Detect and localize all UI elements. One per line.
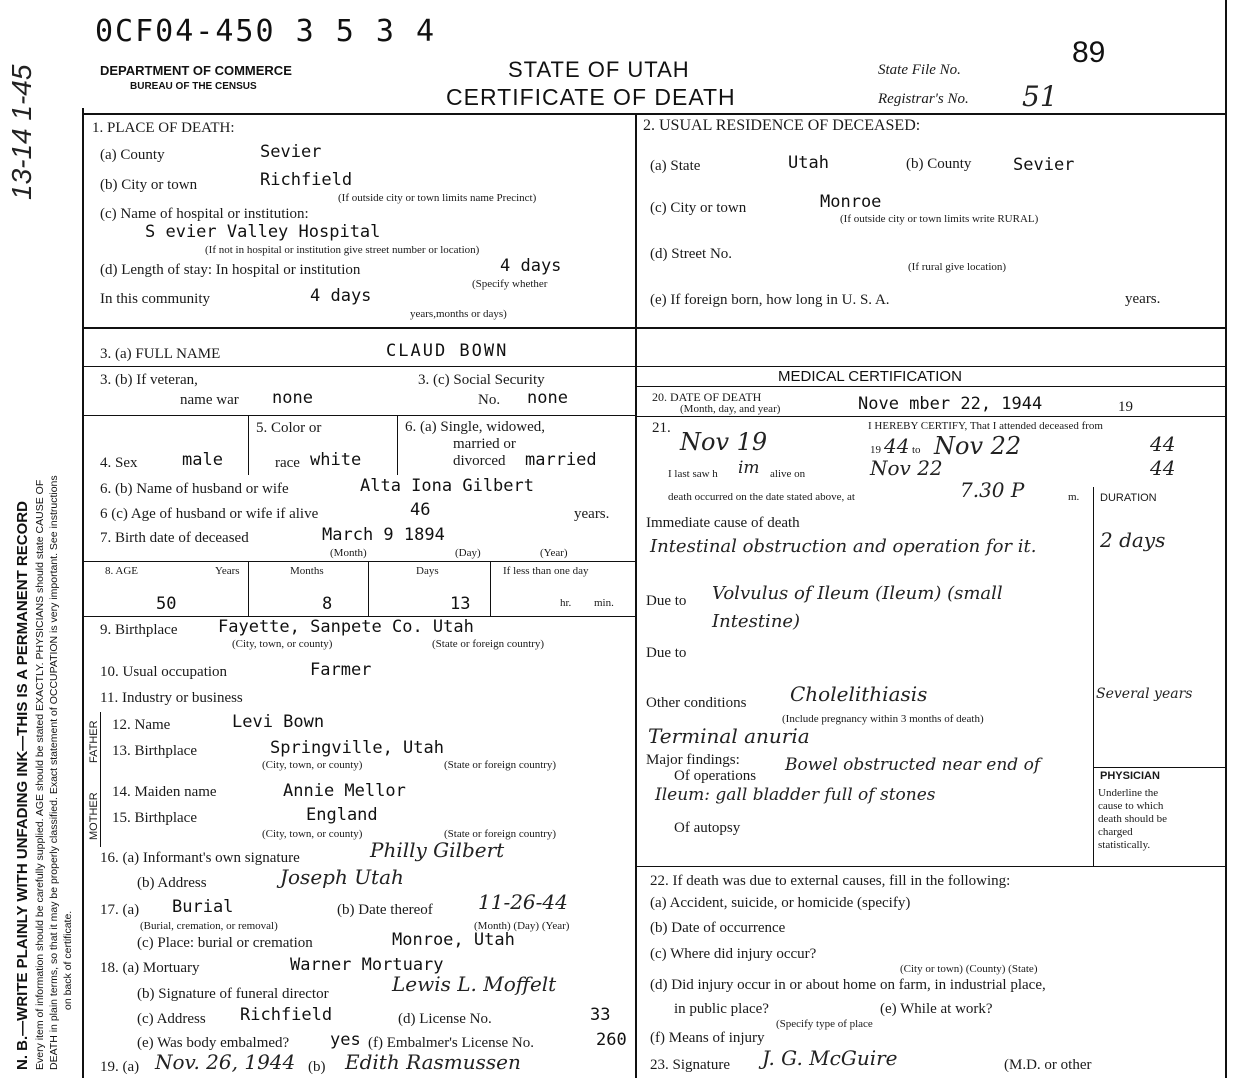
mother-bp-note-1: (City, town, or county)	[262, 828, 363, 840]
birth-year: (Year)	[540, 547, 568, 559]
age-years-col: Years	[215, 565, 240, 577]
spouse-age-value: 46	[410, 500, 431, 520]
rule-sex-left	[248, 415, 249, 475]
rule-duration	[1093, 487, 1094, 867]
other-note: (Include pregnancy within 3 months of death)	[782, 713, 984, 725]
last-saw-yr: 44	[1150, 456, 1176, 480]
rule-external	[636, 866, 1226, 867]
mortuary-label: 18. (a) Mortuary	[100, 960, 200, 976]
city-note: (If outside city or town limits name Precinct)	[338, 192, 537, 204]
father-name-value: Levi Bown	[232, 712, 325, 732]
age-less-col: If less than one day	[503, 565, 589, 577]
other-duration: Several years	[1096, 686, 1193, 702]
mother-name-value: Annie Mellor	[283, 781, 406, 801]
res-city-note: (If outside city or town limits write RURAL)	[840, 213, 1039, 225]
age-hr: hr.	[560, 597, 572, 609]
external-e: (e) While at work?	[880, 1001, 993, 1017]
embalmer-value: 260	[596, 1030, 627, 1050]
occupation-value: Farmer	[310, 660, 372, 680]
death-time: 7.30 P	[960, 478, 1025, 502]
rule-age-c1	[248, 561, 249, 616]
col-divider	[635, 113, 637, 1078]
mother-side-label: MOTHER	[88, 792, 100, 840]
ss-value: none	[527, 388, 568, 408]
death-date-note: (Month, day, and year)	[680, 403, 781, 415]
registrar-no: 51	[1022, 80, 1058, 113]
street-label: (d) Street No.	[650, 246, 733, 262]
hospital-label: (c) Name of hospital or institution:	[100, 206, 309, 222]
community-value: 4 days	[310, 286, 372, 306]
last-saw-label: I last saw h	[668, 468, 718, 480]
attended-19a: 19	[870, 444, 881, 456]
rule-date	[636, 416, 1226, 417]
units-note: years,months or days)	[410, 308, 507, 320]
burial-note: (Burial, cremation, or removal)	[140, 920, 278, 932]
father-bp-label: 13. Birthplace	[112, 743, 197, 759]
mother-bp-note-2: (State or foreign country)	[444, 828, 557, 840]
top-numbers: 0CF04-450 3 5 3 4	[95, 14, 437, 49]
filed-label: 19. (a)	[100, 1059, 140, 1075]
death-date-19: 19	[1118, 399, 1133, 415]
external-d: (d) Did injury occur in or about home on farm, in industrial place,	[650, 977, 1046, 993]
immediate-label: Immediate cause of death	[646, 515, 800, 531]
marital-value: married	[525, 450, 597, 470]
rule-father-box	[100, 712, 101, 847]
due2-label: Due to	[646, 645, 687, 661]
marital-label-2: married or	[453, 436, 516, 452]
marital-label-1: 6. (a) Single, widowed,	[405, 419, 545, 435]
birth-month: (Month)	[330, 547, 367, 559]
license-label: (d) License No.	[398, 1011, 492, 1027]
bureau-label: BUREAU OF THE CENSUS	[130, 81, 257, 92]
foreign-years: years.	[1125, 291, 1161, 307]
res-county-label: (b) County	[906, 156, 972, 172]
physician-signature: J. G. McGuire	[762, 1046, 898, 1070]
war-value: none	[272, 388, 313, 408]
burial-value: Burial	[172, 897, 234, 917]
birthplace-label: 9. Birthplace	[100, 622, 178, 638]
immediate-cause: Intestinal obstruction and operation for it.	[650, 536, 1037, 557]
registrar-label: Registrar's No.	[878, 91, 969, 107]
father-name-label: 12. Name	[112, 717, 171, 733]
attended-yr-a: 44	[884, 434, 910, 458]
informant-signature: Philly Gilbert	[370, 838, 505, 862]
birthplace-note-2: (State or foreign country)	[432, 638, 545, 650]
rule-sex-right	[397, 415, 398, 475]
fullname-label: 3. (a) FULL NAME	[100, 346, 221, 362]
operations-label: Of operations	[674, 768, 757, 784]
medical-heading: MEDICAL CERTIFICATION	[778, 368, 962, 385]
age-years-value: 50	[156, 594, 177, 614]
birth-label: 7. Birth date of deceased	[100, 530, 249, 546]
rule-vet	[82, 415, 636, 416]
burial-place: Monroe, Utah	[392, 930, 515, 950]
attended-to-date: Nov 22	[934, 432, 1022, 460]
embalmed-value: yes	[330, 1030, 361, 1050]
fullname-value: CLAUD BOWN	[386, 341, 509, 361]
margin-note-3: on back of certificate.	[62, 910, 74, 1010]
external-d-note: (Specify type of place	[776, 1018, 873, 1030]
veteran-label: 3. (b) If veteran,	[100, 372, 198, 388]
occupation-label: 10. Usual occupation	[100, 664, 228, 680]
rule-age-c3	[490, 561, 491, 616]
spouse-age-label: 6 (c) Age of husband or wife if alive	[100, 506, 319, 522]
frame-left	[82, 108, 84, 1078]
embalmer-label: (f) Embalmer's License No.	[368, 1035, 534, 1051]
mother-bp-label: 15. Birthplace	[112, 810, 197, 826]
margin-note-2: DEATH in plain terms, so that it may be properly classified. Exact statement of OCCUPATION is very important. See instructions	[48, 475, 60, 1070]
war-label: name war	[180, 392, 239, 408]
attended-to: to	[912, 444, 921, 456]
father-bp-value: Springville, Utah	[270, 738, 444, 758]
sex-label: 4. Sex	[100, 455, 138, 471]
age-label: 8. AGE	[105, 565, 138, 577]
birthplace-note-1: (City, town, or county)	[232, 638, 333, 650]
external-b: (b) Date of occurrence	[650, 920, 786, 936]
other-conditions-2: Terminal anuria	[648, 724, 810, 748]
physician-heading: PHYSICIAN	[1100, 770, 1160, 782]
foreign-label: (e) If foreign born, how long in U. S. A.	[650, 292, 890, 308]
res-city-label: (c) City or town	[650, 200, 747, 216]
father-side-label: FATHER	[88, 720, 100, 763]
attended-from: Nov 19	[680, 428, 768, 456]
spouse-value: Alta Iona Gilbert	[360, 476, 534, 496]
due1-label: Due to	[646, 593, 687, 609]
father-bp-note-1: (City, town, or county)	[262, 759, 363, 771]
death-date-value: Nove mber 22, 1944	[858, 394, 1043, 414]
res-city-value: Monroe	[820, 192, 882, 212]
external-c: (c) Where did injury occur?	[650, 946, 817, 962]
res-state-label: (a) State	[650, 158, 701, 174]
filed-b-label: (b)	[308, 1059, 326, 1075]
external-f: (f) Means of injury	[650, 1030, 765, 1046]
rule-medical2	[636, 386, 1226, 387]
age-min: min.	[594, 597, 614, 609]
race-value: white	[310, 450, 362, 470]
filed-registrar: Edith Rasmussen	[345, 1050, 521, 1074]
state-title: STATE OF UTAH	[508, 57, 690, 82]
alive-on-label: alive on	[770, 468, 806, 480]
external-heading: 22. If death was due to external causes, fill in the following:	[650, 873, 1011, 889]
color-label: 5. Color or	[256, 420, 322, 436]
external-d2: in public place?	[674, 1001, 769, 1017]
director-signature: Lewis L. Moffelt	[392, 972, 557, 996]
marital-label-3: divorced	[453, 453, 506, 469]
frame-right	[1225, 0, 1227, 1078]
page-title: CERTIFICATE OF DEATH	[446, 84, 736, 110]
state-file-no: 89	[1072, 36, 1106, 69]
physician-note: Underline the cause to which death should be charged statistically.	[1098, 787, 1168, 851]
specify-note: (Specify whether	[472, 278, 548, 290]
hospital-value: S evier Valley Hospital	[145, 222, 381, 242]
frame-top	[82, 113, 1226, 115]
age-months-col: Months	[290, 565, 324, 577]
other-conditions: Cholelithiasis	[790, 682, 928, 706]
other-label: Other conditions	[646, 695, 747, 711]
state-file-label: State File No.	[878, 62, 961, 78]
stay-value: 4 days	[500, 256, 562, 276]
county-value: Sevier	[260, 142, 322, 162]
license-value: 33	[590, 1005, 611, 1025]
last-saw-date: Nov 22	[870, 456, 943, 480]
burial-place-label: (c) Place: burial or cremation	[137, 935, 313, 951]
rule-medical	[636, 366, 1226, 367]
external-a: (a) Accident, suicide, or homicide (specify)	[650, 895, 911, 911]
occurred-label: death occurred on the date stated above, at	[668, 491, 855, 503]
death-date-label: 20. DATE OF DEATH	[652, 390, 762, 404]
stay-label: (d) Length of stay: In hospital or institution	[100, 262, 361, 278]
margin-main-text: N. B.—WRITE PLAINLY WITH UNFADING INK—THIS IS A PERMANENT RECORD	[14, 501, 31, 1070]
spouse-label: 6. (b) Name of husband or wife	[100, 481, 289, 497]
immediate-duration: 2 days	[1100, 528, 1166, 552]
age-months-value: 8	[322, 594, 333, 614]
duration-heading: DURATION	[1100, 492, 1157, 504]
last-saw-him: im	[738, 458, 760, 478]
age-days-value: 13	[450, 594, 471, 614]
margin-hand-dates: 13-14 1-45	[6, 64, 37, 200]
burial-date-note: (Month) (Day) (Year)	[474, 920, 570, 932]
signature-label: 23. Signature	[650, 1057, 730, 1073]
race-label: race	[275, 455, 300, 471]
embalmed-label: (e) Was body embalmed?	[137, 1035, 290, 1051]
burial-date: 11-26-44	[478, 890, 568, 914]
death-time-m: m.	[1068, 491, 1080, 503]
margin-note-1: Every item of information should be carefully supplied. AGE should be stated EXACTLY. PHYSICIANS should state CAUSE OF	[34, 479, 46, 1070]
industry-label: 11. Industry or business	[100, 690, 243, 706]
dept-label: DEPARTMENT OF COMMERCE	[100, 63, 292, 78]
mother-bp-value: England	[306, 805, 378, 825]
residence-heading: 2. USUAL RESIDENCE OF DECEASED:	[643, 117, 921, 134]
major-label: Major findings:	[646, 752, 740, 768]
informant-label: 16. (a) Informant's own signature	[100, 850, 300, 866]
res-state-value: Utah	[788, 153, 829, 173]
city-value: Richfield	[260, 170, 353, 190]
birth-day: (Day)	[455, 547, 481, 559]
certify-text: I HEREBY CERTIFY, That I attended deceased from	[868, 420, 1103, 432]
burial-date-label: (b) Date thereof	[337, 902, 433, 918]
mortuary-value: Warner Mortuary	[290, 955, 444, 975]
attended-yr-b: 44	[1150, 432, 1176, 456]
external-c-note: (City or town) (County) (State)	[900, 963, 1038, 975]
spouse-age-years: years.	[574, 506, 610, 522]
res-county-value: Sevier	[1013, 155, 1075, 175]
due1-cause: Volvulus of Ileum (Ileum) (small Intestine)	[712, 583, 1003, 632]
operations-findings: Bowel obstructed near end of Ileum: gall bladder full of stones	[655, 755, 1041, 805]
birthplace-value: Fayette, Sanpete Co. Utah	[218, 617, 474, 637]
mother-name-label: 14. Maiden name	[112, 784, 217, 800]
rule-section1	[82, 327, 1226, 329]
city-label: (b) City or town	[100, 177, 198, 193]
birth-value: March 9 1894	[322, 525, 445, 545]
filed-date: Nov. 26, 1944	[155, 1050, 296, 1074]
mortuary-address-label: (c) Address	[137, 1011, 206, 1027]
informant-address-label: (b) Address	[137, 875, 207, 891]
item21: 21.	[652, 420, 671, 436]
rule-name	[82, 366, 636, 367]
community-label: In this community	[100, 291, 210, 307]
sex-value: male	[182, 450, 223, 470]
rule-age-top	[82, 561, 636, 562]
autopsy-label: Of autopsy	[674, 820, 741, 836]
director-label: (b) Signature of funeral director	[137, 986, 329, 1002]
burial-label: 17. (a)	[100, 902, 140, 918]
informant-address: Joseph Utah	[280, 865, 404, 889]
rule-age-c2	[368, 561, 369, 616]
hospital-note: (If not in hospital or institution give street number or location)	[205, 244, 480, 256]
county-label: (a) County	[100, 147, 165, 163]
street-note: (If rural give location)	[908, 261, 1007, 273]
ss-label: 3. (c) Social Security	[418, 372, 545, 388]
mortuary-address: Richfield	[240, 1005, 333, 1025]
age-days-col: Days	[416, 565, 439, 577]
md-label: (M.D. or other	[1004, 1057, 1092, 1073]
ss-no-label: No.	[478, 392, 501, 408]
father-bp-note-2: (State or foreign country)	[444, 759, 557, 771]
place-heading: 1. PLACE OF DEATH:	[92, 120, 235, 136]
rule-phys	[1093, 767, 1226, 768]
